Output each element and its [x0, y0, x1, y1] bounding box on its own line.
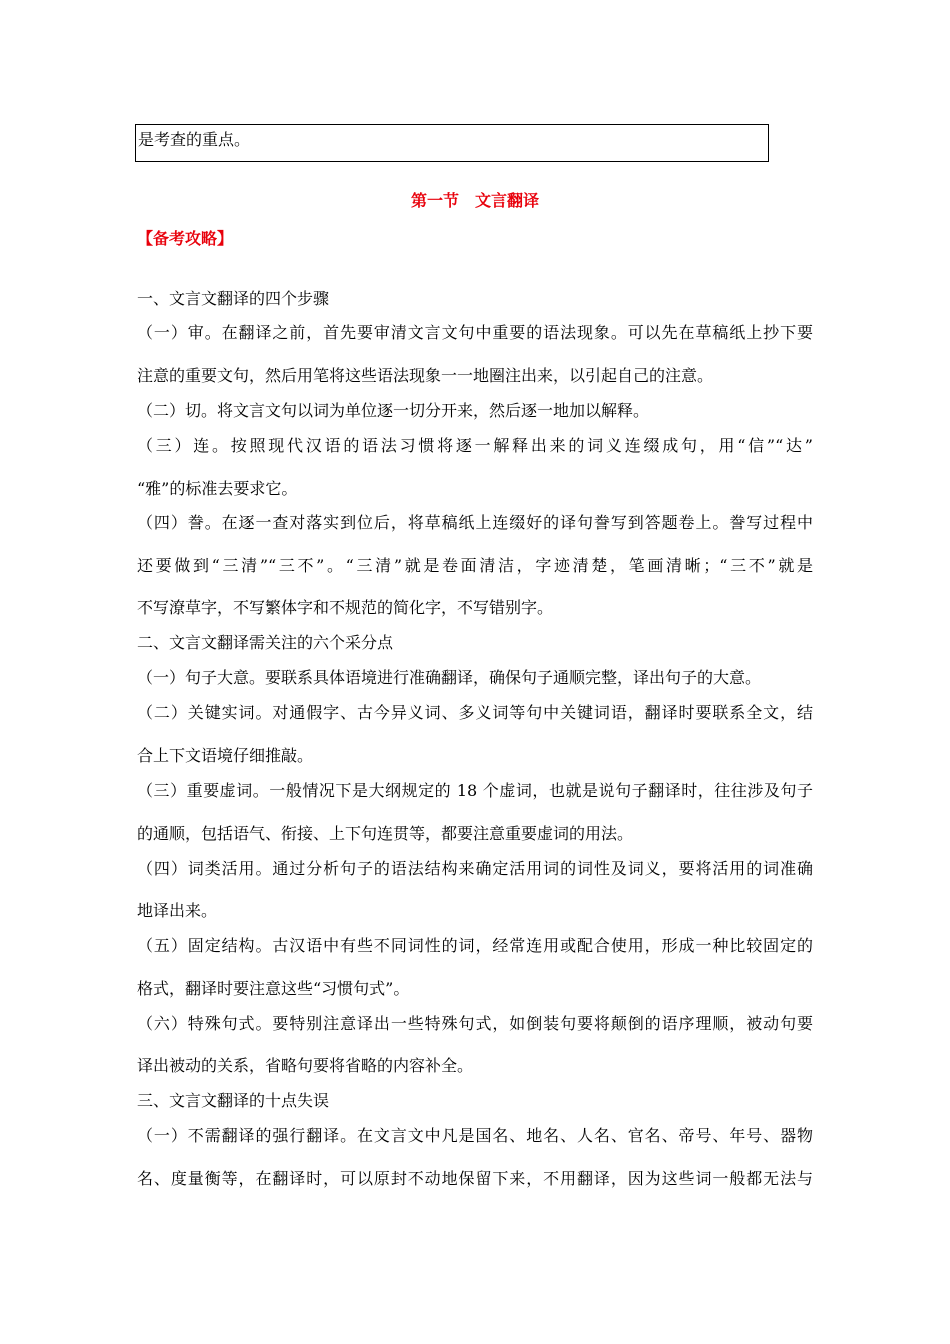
paragraph-line: 格式，翻译时要注意这些“习惯句式”。 [137, 979, 410, 998]
boxed-text: 是考查的重点。 [135, 124, 769, 162]
paragraph-line: （四）誊。在逐一查对落实到位后，将草稿纸上连缀好的译句誊写到答题卷上。誊写过程中 [137, 513, 813, 532]
paragraph-line: （一）句子大意。要联系具体语境进行准确翻译，确保句子通顺完整，译出句子的大意。 [137, 668, 762, 687]
heading-line: 一、文言文翻译的四个步骤 [137, 289, 330, 308]
paragraph-line: （一）审。在翻译之前，首先要审清文言文句中重要的语法现象。可以先在草稿纸上抄下要 [137, 323, 813, 342]
paragraph-line: 地译出来。 [137, 901, 218, 920]
paragraph-line: （四）词类活用。通过分析句子的语法结构来确定活用词的词性及词义，要将活用的词准确 [137, 859, 813, 878]
paragraph-line: （一）不需翻译的强行翻译。在文言文中凡是国名、地名、人名、官名、帝号、年号、器物 [137, 1126, 813, 1145]
section-title: 第一节 文言翻译 [410, 191, 539, 210]
paragraph-line: （三）连。按照现代汉语的语法习惯将逐一解释出来的词义连缀成句，用“信”“达” [137, 436, 813, 455]
paragraph-line: （五）固定结构。古汉语中有些不同词性的词，经常连用或配合使用，形成一种比较固定的 [137, 936, 813, 955]
heading-line: 二、文言文翻译需关注的六个采分点 [137, 633, 394, 652]
paragraph-line: 合上下文语境仔细推敲。 [137, 746, 314, 765]
paragraph-line: （二）关键实词。对通假字、古今异义词、多义词等句中关键词语，翻译时要联系全文，结 [137, 703, 813, 722]
heading-line: 三、文言文翻译的十点失误 [137, 1091, 330, 1110]
paragraph-line: 名、度量衡等，在翻译时，可以原封不动地保留下来，不用翻译，因为这些词一般都无法与 [137, 1169, 813, 1188]
paragraph-line: 不写潦草字，不写繁体字和不规范的简化字，不写错别字。 [137, 598, 554, 617]
paragraph-line: （六）特殊句式。要特别注意译出一些特殊句式，如倒装句要将颠倒的语序理顺，被动句要 [137, 1014, 813, 1033]
paragraph-line: 还要做到“三清”“三不”。“三清”就是卷面清洁，字迹清楚，笔画清晰；“三不”就是 [137, 556, 813, 575]
paragraph-line: 的通顺，包括语气、衔接、上下句连贯等，都要注意重要虚词的用法。 [137, 824, 634, 843]
paragraph-line: 注意的重要文句，然后用笔将这些语法现象一一地圈注出来，以引起自己的注意。 [137, 366, 714, 385]
paragraph-line: “雅”的标准去要求它。 [137, 479, 298, 498]
paragraph-line: 译出被动的关系，省略句要将省略的内容补全。 [137, 1056, 474, 1075]
bracket-heading: 【备考攻略】 [137, 229, 234, 248]
paragraph-line: （三）重要虚词。一般情况下是大纲规定的 18 个虚词，也就是说句子翻译时，往往涉及句子 [137, 781, 813, 800]
paragraph-line: （二）切。将文言文句以词为单位逐一切分开来，然后逐一地加以解释。 [137, 401, 650, 420]
